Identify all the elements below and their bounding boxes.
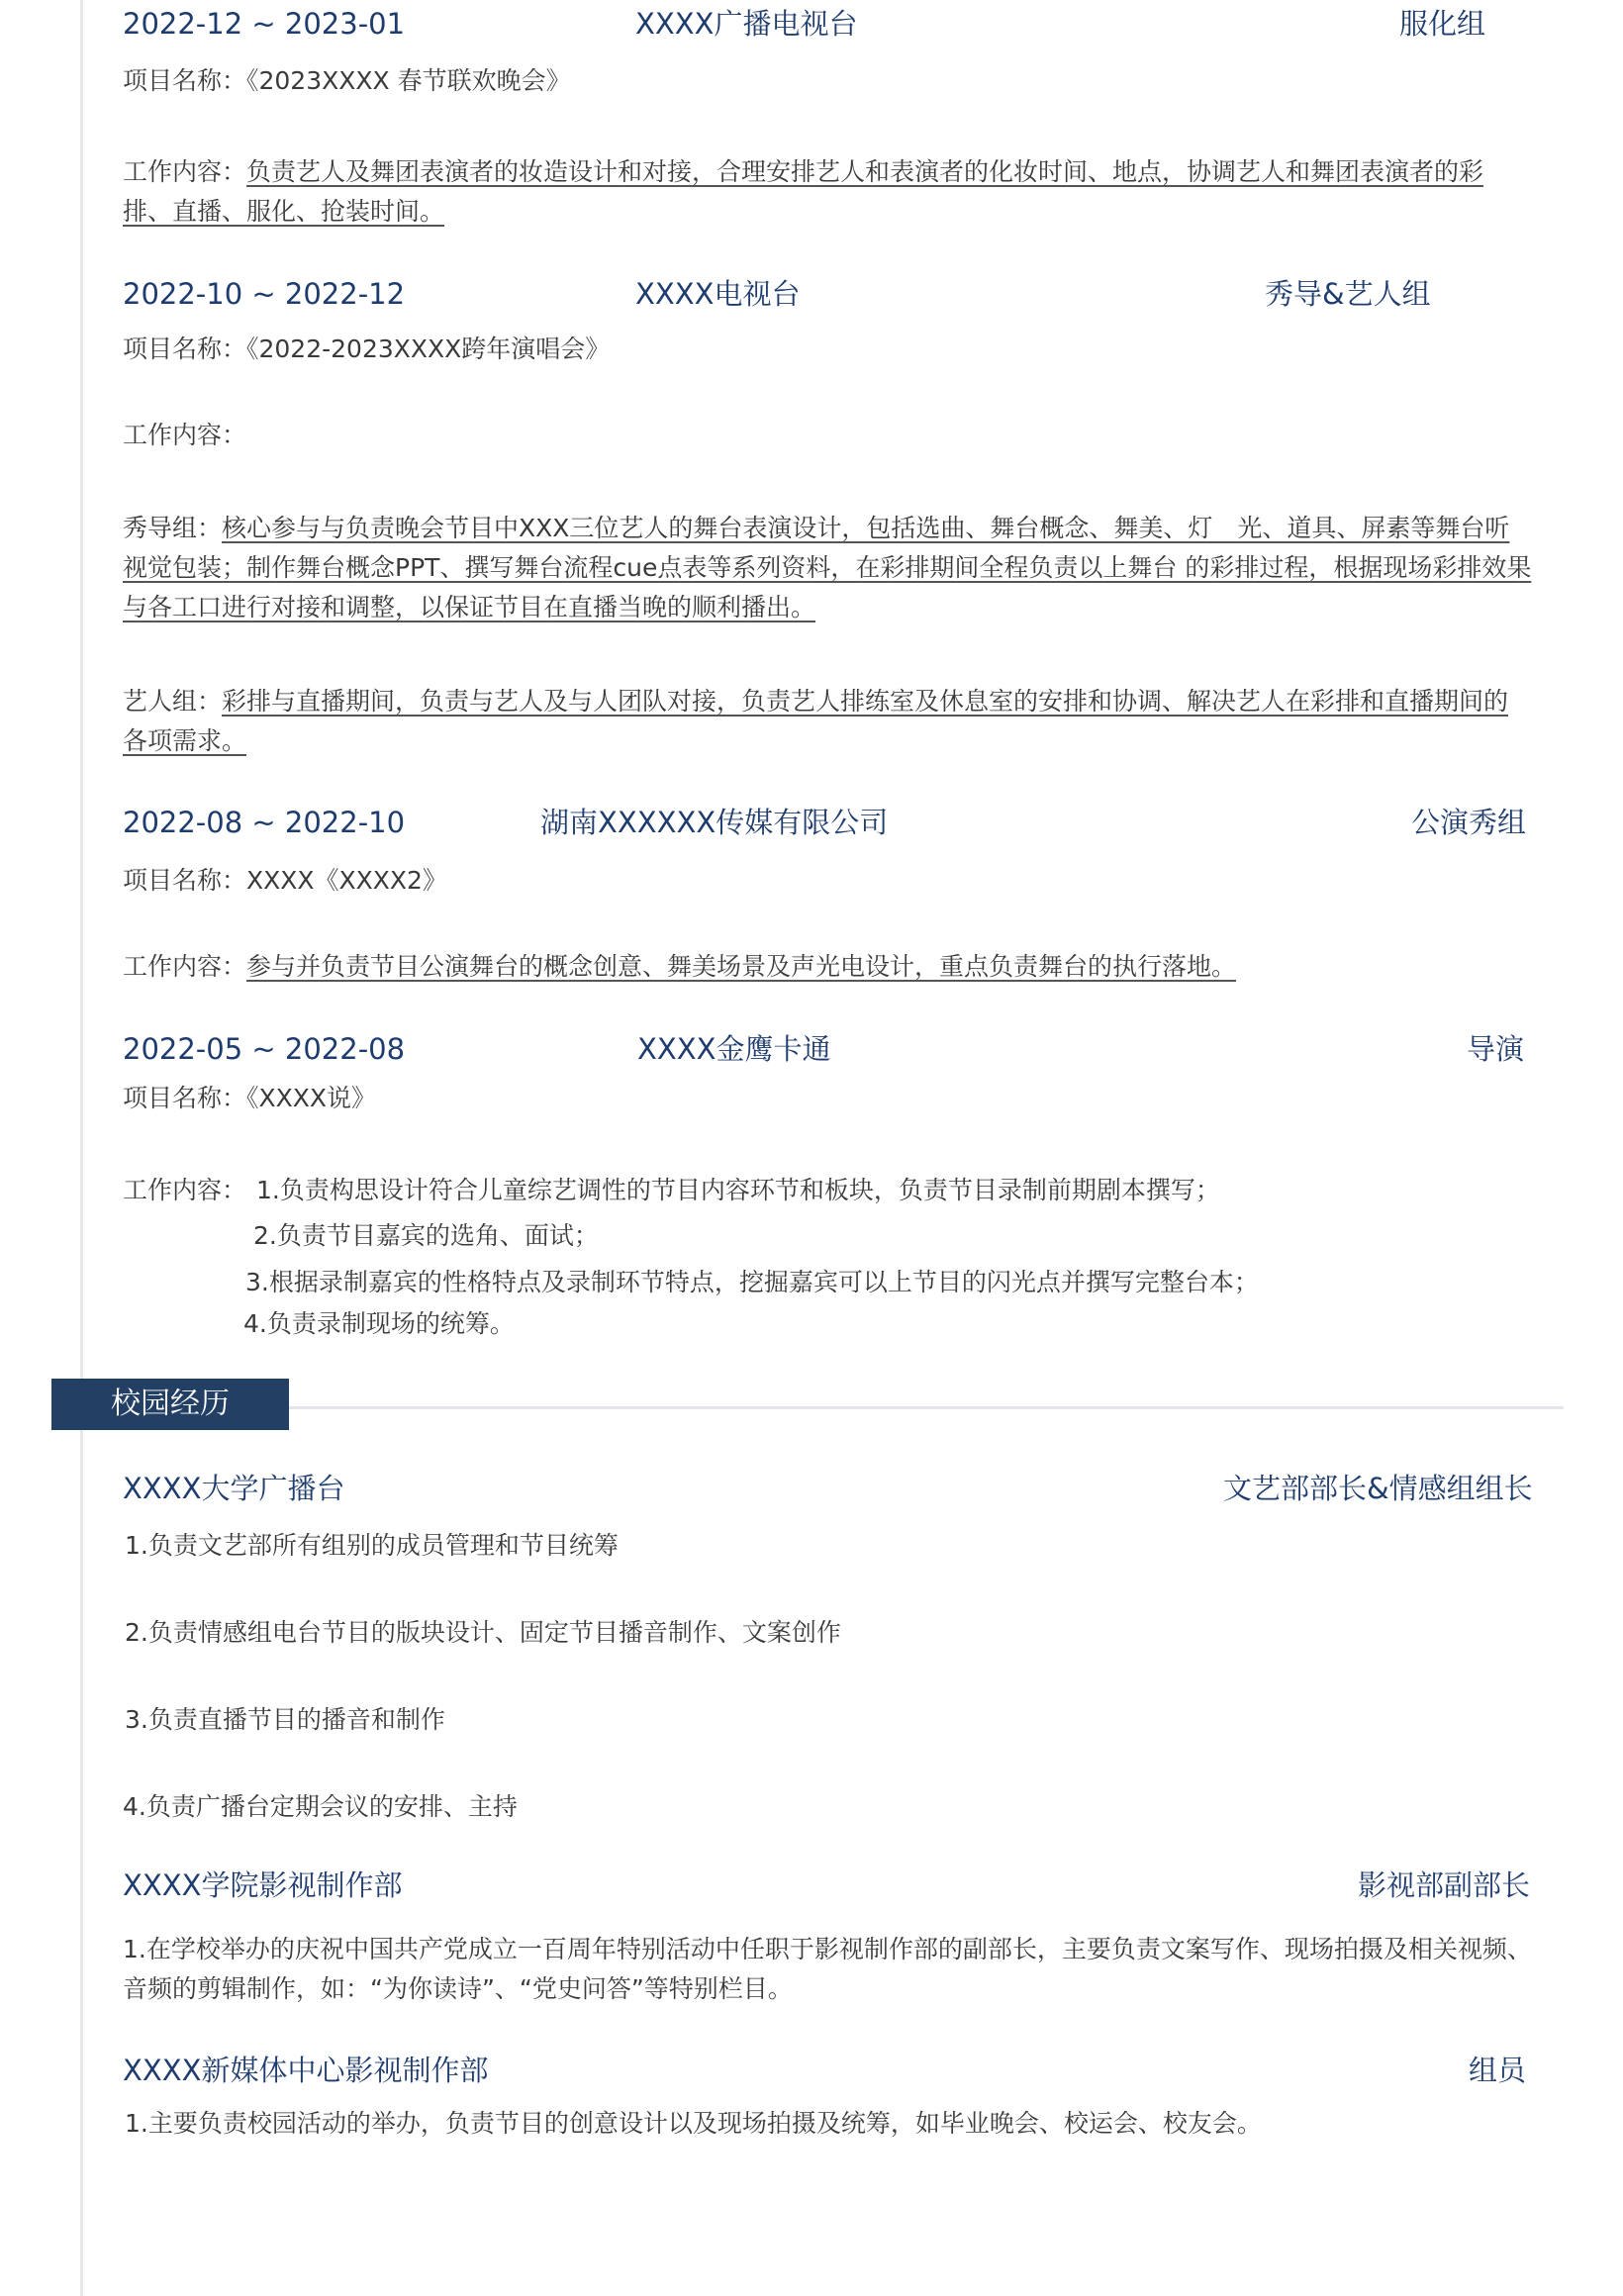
campus-item: 1.在学校举办的庆祝中国共产党成立一百周年特别活动中任职于影视制作部的副部长，主要负责文案写作、现场拍摄及相关视频、音频的剪辑制作，如：“为你读诗”、“党史问答”等特别栏目。 — [123, 1935, 1532, 2003]
content-item-1: 1.负责构思设计符合儿童综艺调性的节目内容环节和板块，负责节目录制前期剧本撰写； — [256, 1176, 1220, 1204]
content-label: 工作内容： — [123, 952, 247, 981]
sub-text: 核心参与与负责晚会节目中XXX三位艺人的舞台表演设计，包括选曲、舞台概念、舞美、灯 光、道具、屏素等舞台听视觉包装；制作舞台概念PPT、撰写舞台流程cue点表等系列资料，在彩排期间全程负责以上舞台 的彩排过程，根据现场彩排效果与各工口进行对接和调整，以保证节目在直播当晚的顺利播出。 — [123, 514, 1532, 622]
content-label: 工作内容： — [123, 157, 247, 186]
content-item-4: 4.负责录制现场的统筹。 — [243, 1309, 515, 1338]
section-divider — [289, 1406, 1564, 1409]
sub-text: 彩排与直播期间，负责与艺人及与人团队对接，负责艺人排练室及休息室的安排和协调、解决艺人在彩排和直播期间的各项需求。 — [123, 687, 1509, 755]
entry-org: XXXX广播电视台 — [635, 7, 858, 41]
entry-project: 项目名称：《XXXX说》 — [123, 1084, 377, 1112]
campus-item: 3.负责直播节目的播音和制作 — [125, 1705, 445, 1734]
entry-project: 项目名称：《2023XXXX 春节联欢晚会》 — [123, 66, 571, 95]
campus-item: 4.负责广播台定期会议的安排、主持 — [123, 1792, 518, 1821]
campus-item: 1.负责文艺部所有组别的成员管理和节目统筹 — [125, 1531, 619, 1560]
entry-content — [123, 152, 1533, 232]
entry-role: 秀导&艺人组 — [1265, 277, 1431, 311]
entry-role: 服化组 — [1399, 7, 1486, 41]
entry-project: 项目名称：XXXX《XXXX2》 — [123, 866, 447, 895]
timeline-line — [80, 0, 83, 2296]
content-label: 工作内容： — [123, 421, 247, 449]
entry-org: 湖南XXXXXX传媒有限公司 — [540, 806, 889, 839]
campus-org: XXXX大学广播台 — [123, 1472, 345, 1505]
campus-org: XXXX学院影视制作部 — [123, 1868, 403, 1902]
entry-date: 2022-08 ~ 2022-10 — [123, 806, 406, 839]
entry-project: 项目名称：《2022-2023XXXX跨年演唱会》 — [123, 335, 611, 363]
entry-date: 2022-12 ~ 2023-01 — [123, 7, 406, 41]
campus-role: 组员 — [1469, 2054, 1527, 2087]
section-title-campus: 校园经历 — [51, 1379, 289, 1430]
entry-org: XXXX电视台 — [635, 277, 801, 311]
entry-role: 公演秀组 — [1411, 806, 1527, 839]
entry-content — [123, 947, 1533, 987]
entry-role: 导演 — [1467, 1032, 1525, 1066]
sub-label: 秀导组： — [123, 514, 223, 542]
campus-item: 1.主要负责校园活动的举办，负责节目的创意设计以及现场拍摄及统筹，如毕业晚会、校运会、校友会。 — [125, 2109, 1262, 2138]
content-text: 参与并负责节目公演舞台的概念创意、舞美场景及声光电设计，重点负责舞台的执行落地。 — [246, 952, 1237, 981]
content-text: 负责艺人及舞团表演者的妆造设计和对接，合理安排艺人和表演者的化妆时间、地点，协调艺人和舞团表演者的彩 排、直播、服化、抢装时间。 — [123, 157, 1484, 226]
content-label: 工作内容： — [123, 1176, 247, 1204]
campus-org: XXXX新媒体中心影视制作部 — [123, 2054, 489, 2087]
sub-content-artist — [123, 682, 1533, 761]
content-item-2: 2.负责节目嘉宾的选角、面试； — [253, 1221, 599, 1250]
entry-date: 2022-05 ~ 2022-08 — [123, 1032, 406, 1066]
entry-date: 2022-10 ~ 2022-12 — [123, 277, 406, 311]
campus-role: 影视部副部长 — [1358, 1868, 1531, 1902]
campus-item: 2.负责情感组电台节目的版块设计、固定节目播音制作、文案创作 — [125, 1618, 841, 1647]
campus-role: 文艺部部长&情感组组长 — [1223, 1472, 1533, 1505]
sub-content-show — [123, 509, 1533, 627]
sub-label: 艺人组： — [123, 687, 223, 716]
content-item-3: 3.根据录制嘉宾的性格特点及录制环节特点，挖掘嘉宾可以上节目的闪光点并撰写完整台本； — [245, 1268, 1259, 1296]
entry-org: XXXX金鹰卡通 — [637, 1032, 831, 1066]
